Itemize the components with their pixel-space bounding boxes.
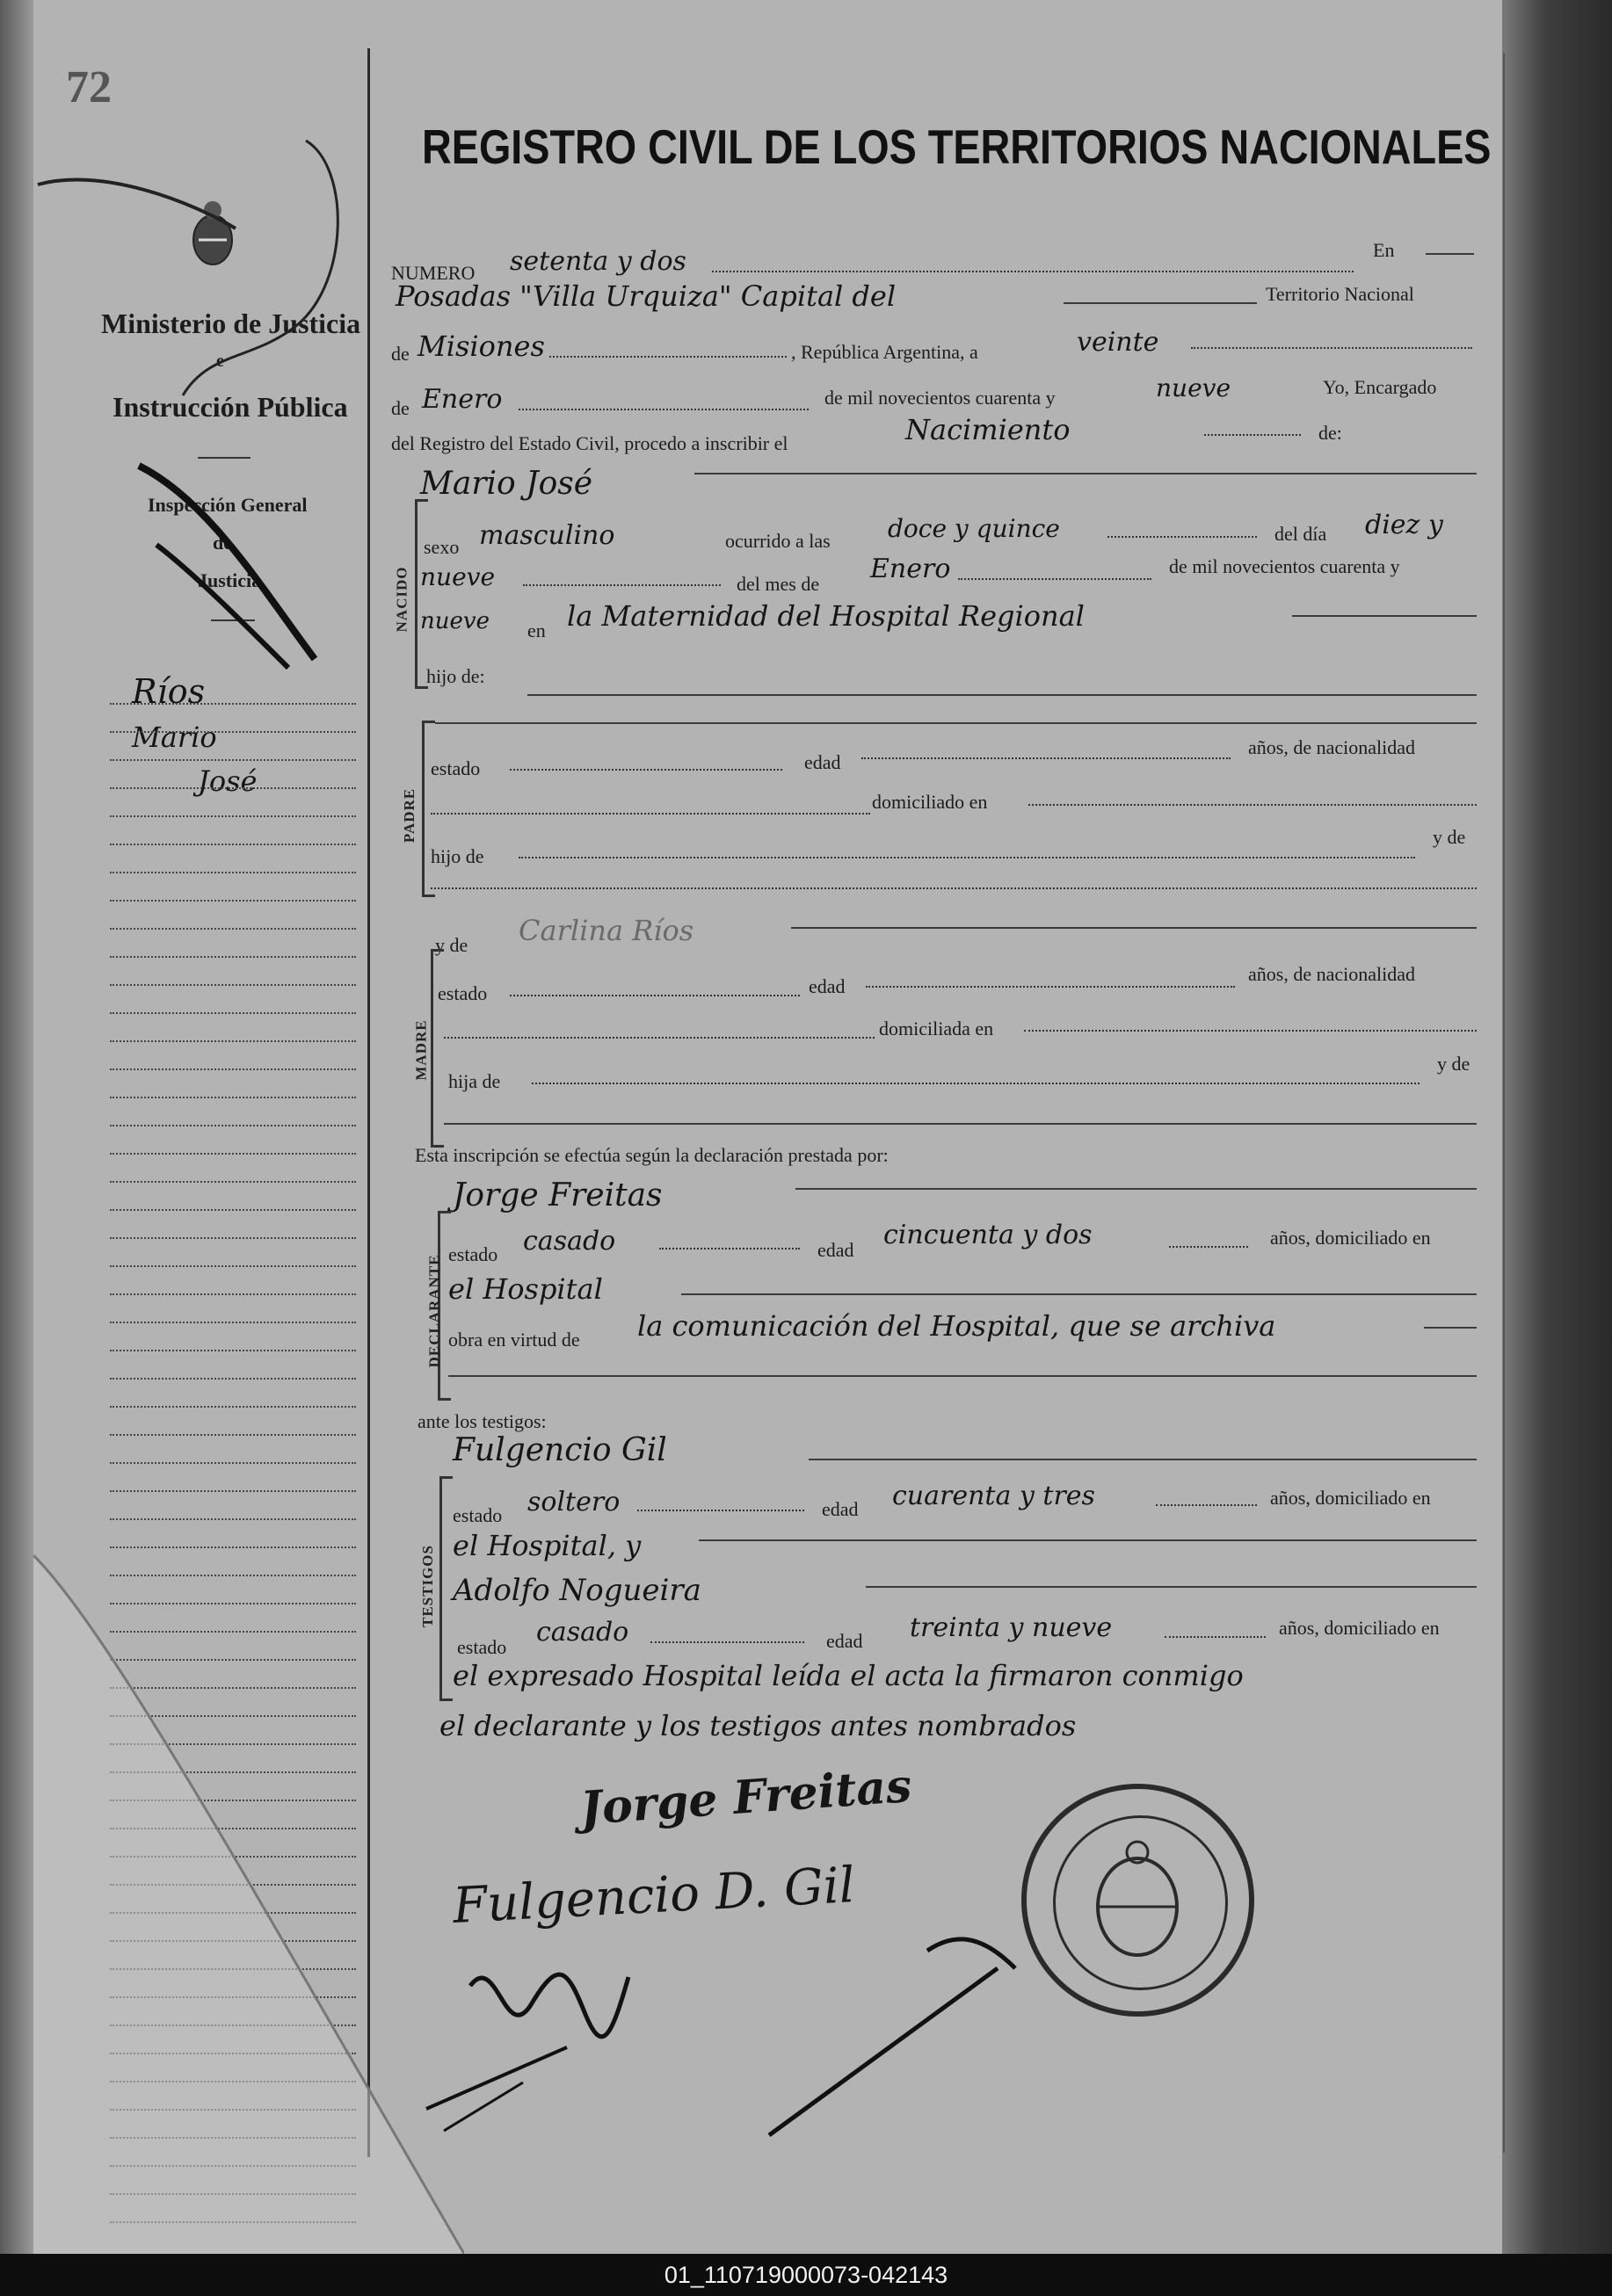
field-sexo: masculino [479, 520, 615, 551]
label-edad-madre: edad [809, 975, 846, 997]
margin-ruled-line [110, 1040, 356, 1042]
margin-ruled-line [110, 1097, 356, 1098]
ministry-sub1: Inspección General [148, 494, 308, 516]
field-testigo1-domicilio: el Hospital, y [453, 1529, 642, 1562]
side-label-madre: MADRE [412, 1019, 430, 1081]
margin-scrawl [33, 132, 367, 677]
label-de-mil-2: de mil novecientos cuarenta y [1169, 555, 1400, 577]
field-cierre-2: el declarante y los testigos antes nombrados [439, 1709, 1077, 1742]
side-label-declarante: DECLARANTE [425, 1254, 443, 1368]
ministry-line1: Ministerio de Justicia [101, 308, 361, 339]
label-estado-declarante: estado [448, 1243, 498, 1265]
margin-ruled-line [110, 984, 356, 986]
page-edge-dark [1502, 0, 1612, 2254]
margin-ruled-line [110, 1181, 356, 1183]
margin-name-second: José [198, 764, 258, 798]
field-lugar: Posadas "Villa Urquiza" Capital del [396, 279, 897, 313]
field-lugar-nacimiento: la Maternidad del Hospital Regional [567, 599, 1085, 633]
label-hijo-de: hijo de: [426, 665, 485, 687]
field-dia2: nueve [420, 562, 496, 591]
field-testigo2-edad: treinta y nueve [910, 1612, 1113, 1643]
field-anio-inscripcion: nueve [1156, 373, 1231, 402]
image-id-footer: 01_110719000073-042143 [0, 2254, 1612, 2296]
label-de-mil: de mil novecientos cuarenta y [824, 387, 1056, 409]
margin-ruled-line [110, 1237, 356, 1239]
field-mes-inscripcion: Enero [422, 384, 503, 415]
brace-madre [431, 949, 444, 1148]
margin-ruled-line [110, 1322, 356, 1323]
label-testigos: ante los testigos: [418, 1410, 547, 1432]
folio-number: 72 [66, 62, 112, 112]
field-testigo1-edad: cuarenta y tres [892, 1481, 1095, 1511]
label-hijo-de-padre: hijo de [431, 845, 484, 867]
label-obra: obra en virtud de [448, 1329, 580, 1351]
margin-name-surname: Ríos [132, 672, 206, 711]
label-anios-testigo1: años, domiciliado en [1270, 1487, 1431, 1509]
label-estado-testigo2: estado [457, 1636, 507, 1658]
field-declarante: Jorge Freitas [453, 1177, 663, 1213]
label-estado-madre: estado [438, 982, 488, 1004]
label-edad-testigo1: edad [822, 1498, 859, 1520]
signature-testigo1: Fulgencio D. Gil [451, 1857, 857, 1935]
label-de-2: de [391, 397, 410, 419]
field-dia: diez y [1365, 510, 1443, 540]
margin-ruled-line [110, 1012, 356, 1014]
margin-ruled-line [110, 815, 356, 817]
label-numero: NUMERO [391, 262, 476, 284]
field-territorio: Misiones [418, 330, 545, 363]
label-hija-de-madre: hija de [448, 1070, 501, 1092]
margin-ruled-line [110, 1406, 356, 1408]
label-y-de-madre-2: y de [1437, 1053, 1470, 1075]
ministry-line2: e [216, 351, 224, 371]
side-label-testigos: TESTIGOS [419, 1545, 436, 1627]
field-madre: Carlina Ríos [519, 914, 694, 947]
label-en: En [1373, 239, 1395, 261]
label-territorio: Territorio Nacional [1266, 283, 1414, 305]
label-y-de-madre: y de [435, 934, 468, 956]
label-ocurrido: ocurrido a las [725, 530, 831, 552]
field-numero: setenta y dos [510, 246, 686, 277]
margin-name-first: Mario [132, 721, 217, 754]
official-stamp [1021, 1784, 1254, 2017]
margin-ruled-line [110, 759, 356, 761]
field-declarante-estado: casado [523, 1226, 616, 1257]
label-estado-testigo1: estado [453, 1504, 503, 1526]
field-testigo1-estado: soltero [527, 1487, 621, 1517]
margin-ruled-line [110, 1125, 356, 1126]
label-estado-padre: estado [431, 757, 481, 779]
margin-ruled-line [110, 928, 356, 930]
margin-ruled-line [110, 900, 356, 902]
margin-ruled-line [110, 1434, 356, 1436]
margin-ruled-line [110, 787, 356, 789]
field-testigo2-estado: casado [536, 1617, 629, 1648]
label-del-registro: del Registro del Estado Civil, procedo a inscribir el [391, 432, 788, 454]
stamp-emblem-icon [1021, 1784, 1254, 2017]
binding-shadow [0, 0, 33, 2254]
field-nombre: Mario José [420, 466, 593, 502]
margin-ruled-line [110, 731, 356, 733]
field-anio: nueve [420, 608, 490, 634]
margin-ruled-line [110, 1068, 356, 1070]
field-cierre-1: el expresado Hospital leída el acta la firmaron conmigo [453, 1659, 1244, 1692]
margin-ruled-line [110, 1153, 356, 1155]
label-y-de-padre: y de [1433, 826, 1466, 848]
label-del-mes: del mes de [737, 573, 820, 595]
margin-ruled-line [110, 1209, 356, 1211]
label-anios-padre: años, de nacionalidad [1248, 736, 1415, 758]
label-edad-declarante: edad [817, 1239, 854, 1261]
label-de-1: de [391, 343, 410, 365]
field-hora: doce y quince [888, 514, 1060, 543]
label-de-colon: de: [1318, 422, 1342, 444]
field-declarante-domicilio: el Hospital [448, 1272, 603, 1306]
label-anios-madre: años, de nacionalidad [1248, 963, 1415, 985]
margin-ruled-line [110, 1378, 356, 1380]
margin-ruled-line [110, 1293, 356, 1295]
side-label-nacido: NACIDO [393, 566, 410, 633]
field-acto: Nacimiento [905, 413, 1071, 446]
field-dia-inscripcion: veinte [1077, 327, 1159, 358]
margin-ruled-line [110, 1265, 356, 1267]
brace-padre [422, 721, 435, 897]
side-label-padre: PADRE [401, 787, 418, 844]
label-anios-declarante: años, domiciliado en [1270, 1227, 1431, 1249]
label-domiciliada-madre: domiciliada en [879, 1018, 994, 1039]
margin-ruled-line [110, 844, 356, 845]
label-edad-padre: edad [804, 751, 841, 773]
label-anios-testigo2: años, domiciliado en [1279, 1617, 1440, 1639]
label-sexo: sexo [424, 536, 460, 558]
signature-scrawls [400, 1916, 1068, 2153]
label-edad-testigo2: edad [826, 1630, 863, 1652]
label-republica: , República Argentina, a [791, 341, 978, 363]
margin-ruled-line [110, 872, 356, 873]
ministry-sub2: de [213, 532, 232, 554]
field-obra: la comunicación del Hospital, que se archiva [637, 1309, 1276, 1343]
field-testigo1: Fulgencio Gil [453, 1432, 667, 1468]
label-del-dia: del día [1274, 523, 1327, 545]
ministry-sub3: Justicia [198, 569, 262, 591]
form-title: REGISTRO CIVIL DE LOS TERRITORIOS NACIONALES [422, 120, 1492, 174]
torn-page-corner [33, 1450, 464, 2254]
field-mes: Enero [870, 554, 951, 584]
form-border [369, 53, 1505, 2153]
margin-ruled-line [110, 703, 356, 705]
field-declarante-edad: cincuenta y dos [883, 1220, 1093, 1250]
label-domiciliado-padre: domiciliado en [872, 791, 988, 813]
label-en-2: en [527, 619, 546, 641]
ministry-line3: Instrucción Pública [113, 391, 348, 423]
brace-nacido [415, 499, 428, 689]
margin-ruled-line [110, 1350, 356, 1351]
signature-declarante: Jorge Freitas [578, 1758, 914, 1836]
label-yo: Yo, Encargado [1323, 376, 1437, 398]
field-testigo2: Adolfo Nogueira [453, 1573, 701, 1608]
margin-ruled-line [110, 956, 356, 958]
label-declaracion: Esta inscripción se efectúa según la declaración prestada por: [415, 1144, 889, 1166]
